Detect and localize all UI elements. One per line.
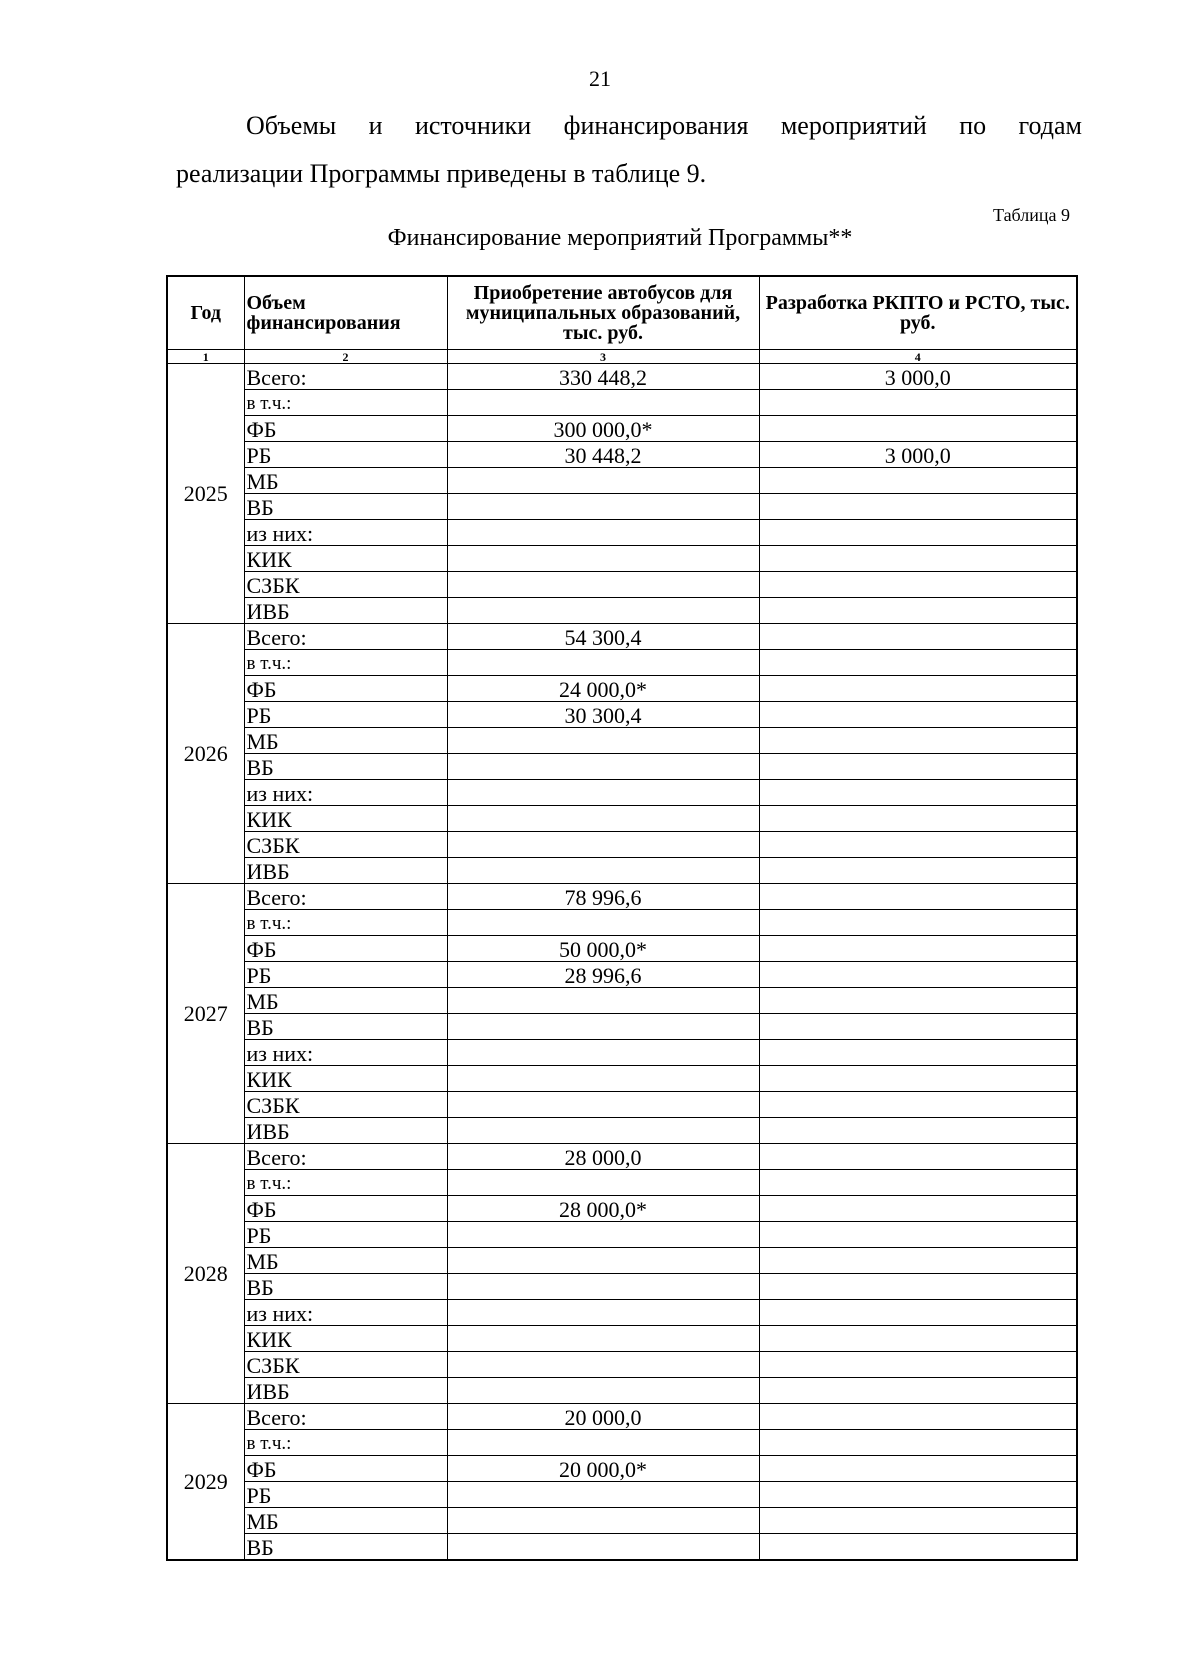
table-row	[167, 1508, 1077, 1534]
header-row	[167, 276, 1077, 350]
bus-purchase-value	[447, 780, 759, 806]
rkpto-development-value	[759, 910, 1077, 936]
table-row	[167, 1534, 1077, 1561]
funding-source-cell: из них:	[244, 780, 447, 806]
rkpto-development-value	[759, 1404, 1077, 1430]
funding-source-cell: СЗБК	[244, 832, 447, 858]
table-label: Таблица 9	[993, 205, 1070, 225]
rkpto-development-value	[759, 390, 1077, 416]
rkpto-development-value	[759, 936, 1077, 962]
funding-source-cell: РБ	[244, 1222, 447, 1248]
column-number: 3	[447, 350, 759, 364]
bus-purchase-value	[447, 1014, 759, 1040]
rkpto-development-value	[759, 1300, 1077, 1326]
bus-purchase-value	[447, 806, 759, 832]
rkpto-development-value	[759, 676, 1077, 702]
funding-source-cell: МБ	[244, 1248, 447, 1274]
header-bus-purchase: Приобретение автобусов для муниципальных образований, тыс. руб.	[447, 276, 759, 350]
bus-purchase-value: 28 996,6	[447, 962, 759, 988]
rkpto-development-value	[759, 1274, 1077, 1300]
funding-source-cell: КИК	[244, 1326, 447, 1352]
year-cell: 2025	[167, 364, 244, 624]
table-row	[167, 676, 1077, 702]
funding-source-cell: ФБ	[244, 416, 447, 442]
table-row	[167, 1352, 1077, 1378]
table-row	[167, 1196, 1077, 1222]
funding-source-cell: МБ	[244, 468, 447, 494]
bus-purchase-value: 24 000,0*	[447, 676, 759, 702]
funding-source-cell: ИВБ	[244, 1378, 447, 1404]
bus-purchase-value	[447, 598, 759, 624]
bus-purchase-value	[447, 650, 759, 676]
table-row	[167, 442, 1077, 468]
funding-source-cell: Всего:	[244, 1144, 447, 1170]
rkpto-development-value	[759, 1430, 1077, 1456]
header-volume: Объем финансирования	[244, 276, 447, 350]
bus-purchase-value	[447, 1118, 759, 1144]
table-row	[167, 1040, 1077, 1066]
funding-source-cell: ВБ	[244, 494, 447, 520]
funding-source-cell: ФБ	[244, 1196, 447, 1222]
table-row	[167, 1300, 1077, 1326]
rkpto-development-value	[759, 624, 1077, 650]
table-row	[167, 858, 1077, 884]
rkpto-development-value	[759, 598, 1077, 624]
funding-source-cell: ИВБ	[244, 1118, 447, 1144]
funding-source-cell: РБ	[244, 1482, 447, 1508]
rkpto-development-value	[759, 832, 1077, 858]
rkpto-development-value	[759, 1222, 1077, 1248]
year-cell: 2026	[167, 624, 244, 884]
bus-purchase-value	[447, 494, 759, 520]
bus-purchase-value	[447, 1508, 759, 1534]
rkpto-development-value	[759, 780, 1077, 806]
table-row	[167, 598, 1077, 624]
bus-purchase-value	[447, 1430, 759, 1456]
bus-purchase-value: 300 000,0*	[447, 416, 759, 442]
header-year: Год	[167, 276, 244, 350]
table-row	[167, 416, 1077, 442]
intro-paragraph-line-1: Объемы и источники финансирования мероприятий по годам	[246, 111, 1082, 140]
funding-source-cell: ВБ	[244, 1274, 447, 1300]
table-row	[167, 1144, 1077, 1170]
bus-purchase-value	[447, 546, 759, 572]
table-row	[167, 988, 1077, 1014]
bus-purchase-value	[447, 1092, 759, 1118]
rkpto-development-value	[759, 1092, 1077, 1118]
bus-purchase-value	[447, 988, 759, 1014]
bus-purchase-value	[447, 754, 759, 780]
funding-source-cell: ИВБ	[244, 858, 447, 884]
table-row	[167, 806, 1077, 832]
bus-purchase-value: 54 300,4	[447, 624, 759, 650]
bus-purchase-value	[447, 468, 759, 494]
bus-purchase-value	[447, 832, 759, 858]
rkpto-development-value	[759, 520, 1077, 546]
table-body	[167, 364, 1077, 1561]
funding-source-cell: ФБ	[244, 676, 447, 702]
funding-source-cell: МБ	[244, 988, 447, 1014]
funding-source-cell: Всего:	[244, 624, 447, 650]
bus-purchase-value: 50 000,0*	[447, 936, 759, 962]
table-row	[167, 754, 1077, 780]
table-row	[167, 1066, 1077, 1092]
funding-source-cell: МБ	[244, 728, 447, 754]
table-row	[167, 1482, 1077, 1508]
column-number: 2	[244, 350, 447, 364]
funding-source-cell: СЗБК	[244, 572, 447, 598]
table-row	[167, 884, 1077, 910]
rkpto-development-value	[759, 1118, 1077, 1144]
table-row	[167, 702, 1077, 728]
year-cell: 2028	[167, 1144, 244, 1404]
rkpto-development-value	[759, 416, 1077, 442]
funding-source-cell: КИК	[244, 546, 447, 572]
rkpto-development-value	[759, 468, 1077, 494]
bus-purchase-value	[447, 1170, 759, 1196]
column-number-row	[167, 350, 1077, 364]
funding-source-cell: ВБ	[244, 1534, 447, 1561]
table-row	[167, 1014, 1077, 1040]
rkpto-development-value	[759, 728, 1077, 754]
rkpto-development-value	[759, 754, 1077, 780]
rkpto-development-value	[759, 1352, 1077, 1378]
table-row	[167, 780, 1077, 806]
page-number: 21	[589, 66, 611, 91]
rkpto-development-value	[759, 650, 1077, 676]
bus-purchase-value: 30 448,2	[447, 442, 759, 468]
bus-purchase-value	[447, 1300, 759, 1326]
rkpto-development-value	[759, 1170, 1077, 1196]
funding-source-cell: СЗБК	[244, 1092, 447, 1118]
funding-source-cell: из них:	[244, 1300, 447, 1326]
table-row	[167, 520, 1077, 546]
rkpto-development-value	[759, 1014, 1077, 1040]
funding-source-cell: ФБ	[244, 1456, 447, 1482]
table-row	[167, 962, 1077, 988]
rkpto-development-value	[759, 1248, 1077, 1274]
financing-table	[166, 275, 1078, 1561]
funding-source-cell: в т.ч.:	[244, 650, 447, 676]
rkpto-development-value: 3 000,0	[759, 442, 1077, 468]
funding-source-cell: Всего:	[244, 364, 447, 390]
funding-source-cell: КИК	[244, 806, 447, 832]
table-row	[167, 936, 1077, 962]
rkpto-development-value	[759, 858, 1077, 884]
funding-source-cell: ИВБ	[244, 598, 447, 624]
table-row	[167, 1378, 1077, 1404]
bus-purchase-value	[447, 1378, 759, 1404]
table-row	[167, 1170, 1077, 1196]
rkpto-development-value	[759, 1456, 1077, 1482]
funding-source-cell: в т.ч.:	[244, 390, 447, 416]
intro-paragraph-line-2: реализации Программы приведены в таблице 9.	[176, 159, 707, 188]
bus-purchase-value	[447, 1352, 759, 1378]
table-row	[167, 1222, 1077, 1248]
bus-purchase-value	[447, 1482, 759, 1508]
rkpto-development-value	[759, 1144, 1077, 1170]
funding-source-cell: ВБ	[244, 1014, 447, 1040]
funding-source-cell: из них:	[244, 520, 447, 546]
rkpto-development-value	[759, 962, 1077, 988]
rkpto-development-value	[759, 1066, 1077, 1092]
rkpto-development-value	[759, 1482, 1077, 1508]
table-title: Финансирование мероприятий Программы**	[387, 225, 853, 251]
bus-purchase-value	[447, 1534, 759, 1561]
rkpto-development-value	[759, 1534, 1077, 1561]
table-row	[167, 1092, 1077, 1118]
rkpto-development-value	[759, 1196, 1077, 1222]
funding-source-cell: КИК	[244, 1066, 447, 1092]
rkpto-development-value	[759, 546, 1077, 572]
column-number: 1	[167, 350, 244, 364]
table-row	[167, 1404, 1077, 1430]
bus-purchase-value	[447, 1040, 759, 1066]
table-row	[167, 650, 1077, 676]
funding-source-cell: Всего:	[244, 884, 447, 910]
table-row	[167, 364, 1077, 390]
rkpto-development-value: 3 000,0	[759, 364, 1077, 390]
bus-purchase-value	[447, 1066, 759, 1092]
funding-source-cell: МБ	[244, 1508, 447, 1534]
bus-purchase-value	[447, 520, 759, 546]
bus-purchase-value	[447, 1222, 759, 1248]
funding-source-cell: РБ	[244, 702, 447, 728]
bus-purchase-value	[447, 728, 759, 754]
table-row	[167, 546, 1077, 572]
column-number: 4	[759, 350, 1077, 364]
table-row	[167, 624, 1077, 650]
funding-source-cell: в т.ч.:	[244, 1170, 447, 1196]
bus-purchase-value	[447, 910, 759, 936]
table-row	[167, 910, 1077, 936]
funding-source-cell: ВБ	[244, 754, 447, 780]
bus-purchase-value: 28 000,0	[447, 1144, 759, 1170]
bus-purchase-value: 20 000,0*	[447, 1456, 759, 1482]
table-row	[167, 468, 1077, 494]
bus-purchase-value: 78 996,6	[447, 884, 759, 910]
rkpto-development-value	[759, 988, 1077, 1014]
table-row	[167, 572, 1077, 598]
table-row	[167, 390, 1077, 416]
rkpto-development-value	[759, 494, 1077, 520]
table-row	[167, 494, 1077, 520]
bus-purchase-value	[447, 390, 759, 416]
bus-purchase-value: 330 448,2	[447, 364, 759, 390]
funding-source-cell: из них:	[244, 1040, 447, 1066]
bus-purchase-value: 30 300,4	[447, 702, 759, 728]
bus-purchase-value	[447, 858, 759, 884]
bus-purchase-value	[447, 1248, 759, 1274]
rkpto-development-value	[759, 1326, 1077, 1352]
funding-source-cell: в т.ч.:	[244, 910, 447, 936]
funding-source-cell: Всего:	[244, 1404, 447, 1430]
table-row	[167, 832, 1077, 858]
bus-purchase-value: 28 000,0*	[447, 1196, 759, 1222]
table-row	[167, 1456, 1077, 1482]
bus-purchase-value	[447, 1326, 759, 1352]
rkpto-development-value	[759, 884, 1077, 910]
bus-purchase-value: 20 000,0	[447, 1404, 759, 1430]
funding-source-cell: СЗБК	[244, 1352, 447, 1378]
table-row	[167, 1430, 1077, 1456]
funding-source-cell: РБ	[244, 442, 447, 468]
year-cell: 2027	[167, 884, 244, 1144]
funding-source-cell: ФБ	[244, 936, 447, 962]
rkpto-development-value	[759, 1040, 1077, 1066]
table-row	[167, 1118, 1077, 1144]
table-row	[167, 1274, 1077, 1300]
header-rkpto-development: Разработка РКПТО и РСТО, тыс. руб.	[759, 276, 1077, 350]
funding-source-cell: в т.ч.:	[244, 1430, 447, 1456]
rkpto-development-value	[759, 1508, 1077, 1534]
rkpto-development-value	[759, 1378, 1077, 1404]
table-row	[167, 1326, 1077, 1352]
table-row	[167, 728, 1077, 754]
rkpto-development-value	[759, 702, 1077, 728]
year-cell: 2029	[167, 1404, 244, 1561]
funding-source-cell: РБ	[244, 962, 447, 988]
table-row	[167, 1248, 1077, 1274]
rkpto-development-value	[759, 806, 1077, 832]
bus-purchase-value	[447, 572, 759, 598]
bus-purchase-value	[447, 1274, 759, 1300]
rkpto-development-value	[759, 572, 1077, 598]
